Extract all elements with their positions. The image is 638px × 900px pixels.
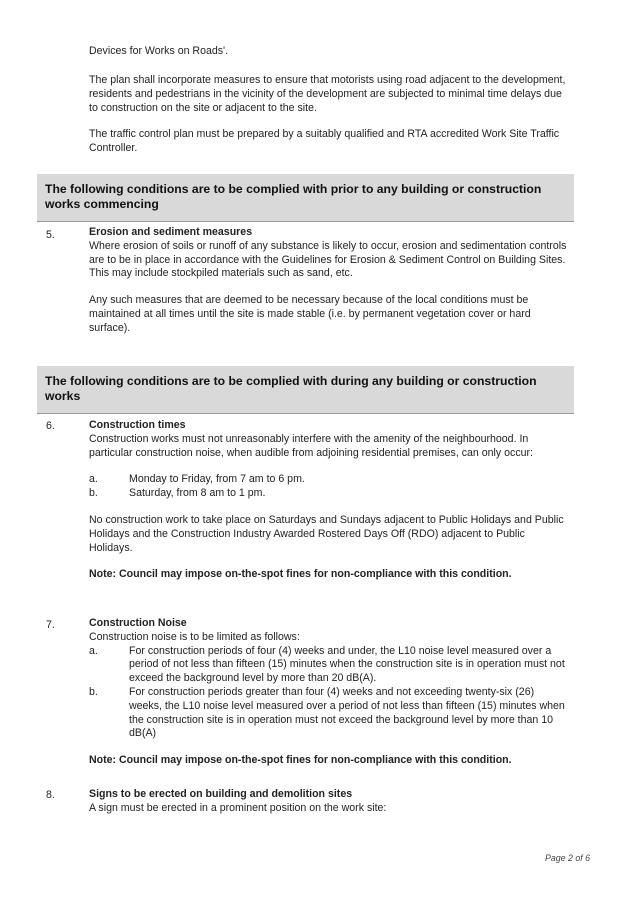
item-6 bbox=[89, 419, 569, 582]
item-6-sub-a bbox=[89, 473, 569, 487]
item-7-title: Construction Noise bbox=[89, 617, 187, 629]
item-6-sub-a-text: Monday to Friday, from 7 am to 6 pm. bbox=[129, 473, 305, 486]
section-heading-during bbox=[37, 366, 574, 414]
intro-paragraph-2 bbox=[89, 74, 567, 115]
intro-paragraph-3-text: The traffic control plan must be prepared by a suitably qualified and RTA accredited Work Site Traffic Controller. bbox=[89, 128, 560, 154]
item-6-sublist bbox=[89, 473, 569, 501]
page-number: Page 2 of 6 bbox=[545, 853, 590, 863]
intro-line-text: Devices for Works on Roads'. bbox=[89, 45, 229, 57]
item-7-sub-b-text: For construction periods greater than four (4) weeks and not exceeding twenty-six (26) weeks, the L10 noise level measured over a period of not less than fifteen (15) minutes when the construction site is in operation must not exceed the background level by more than 10 dB(A) bbox=[129, 685, 565, 740]
item-8 bbox=[89, 788, 569, 816]
item-7-paragraph-1: Construction noise is to be limited as follows: bbox=[89, 630, 300, 643]
item-6-paragraph-1: Construction works must not unreasonably interfere with the amenity of the neighbourhood. In particular construction noise, when audible from adjoining residential premises, can only occur: bbox=[89, 432, 533, 459]
item-6-number: 6. bbox=[46, 420, 55, 432]
item-5-title: Erosion and sediment measures bbox=[89, 226, 253, 238]
item-7-sub-a-label: a. bbox=[89, 644, 98, 657]
item-6-sub-b bbox=[89, 487, 569, 501]
section-heading-prior-text: The following conditions are to be complied with prior to any building or construction works commencing bbox=[45, 182, 542, 211]
item-7-note: Note: Council may impose on-the-spot fines for non-compliance with this condition. bbox=[89, 754, 512, 767]
item-7 bbox=[89, 617, 569, 768]
item-7-number: 7. bbox=[46, 619, 55, 631]
item-6-title: Construction times bbox=[89, 419, 186, 431]
intro-line bbox=[89, 45, 567, 59]
item-8-number: 8. bbox=[46, 789, 55, 801]
item-8-paragraph-1: A sign must be erected in a prominent position on the work site: bbox=[89, 801, 387, 814]
item-6-note: Note: Council may impose on-the-spot fines for non-compliance with this condition. bbox=[89, 568, 512, 581]
item-6-paragraph-2: No construction work to take place on Saturdays and Sundays adjacent to Public Holidays and Public Holidays and the Construction Industry Awarded Rostered Days Off (RDO) adjacent to Public Holidays. bbox=[89, 513, 564, 554]
item-7-sub-a bbox=[89, 645, 569, 686]
item-6-sub-b-label: b. bbox=[89, 487, 98, 500]
item-6-sub-b-text: Saturday, from 8 am to 1 pm. bbox=[129, 487, 266, 500]
item-7-sub-b-label: b. bbox=[89, 685, 98, 698]
item-8-title: Signs to be erected on building and demolition sites bbox=[89, 788, 353, 800]
item-7-sub-b bbox=[89, 686, 569, 741]
item-5 bbox=[89, 226, 569, 336]
item-5-number: 5. bbox=[46, 229, 55, 241]
intro-paragraph-2-text: The plan shall incorporate measures to ensure that motorists using road adjacent to the development, residents and pedestrians in the vicinity of the development are subjected to minimal time delays due to construction on the site or adjacent to the site. bbox=[89, 74, 566, 114]
section-heading-prior bbox=[37, 174, 574, 222]
item-7-sublist bbox=[89, 645, 569, 742]
section-heading-during-text: The following conditions are to be complied with during any building or construction works bbox=[45, 374, 537, 403]
intro-paragraph-3 bbox=[89, 128, 567, 156]
item-5-paragraph-2: Any such measures that are deemed to be necessary because of the local conditions must be maintained at all times until the site is made stable (i.e. by permanent vegetation cover or hard surface). bbox=[89, 294, 531, 334]
item-5-paragraph-1: Where erosion of soils or runoff of any substance is likely to occur, erosion and sedimentation controls are to be in place in accordance with the Guidelines for Erosion & Sediment Control on Building Sites. This may include stockpiled materials such as sand, etc. bbox=[89, 239, 567, 280]
item-6-sub-a-label: a. bbox=[89, 473, 98, 486]
item-7-sub-a-text: For construction periods of four (4) weeks and under, the L10 noise level measured over a period of not less than fifteen (15) minutes when the construction site is in operation must not exceed the background level by more than 20 dB(A). bbox=[129, 644, 565, 685]
